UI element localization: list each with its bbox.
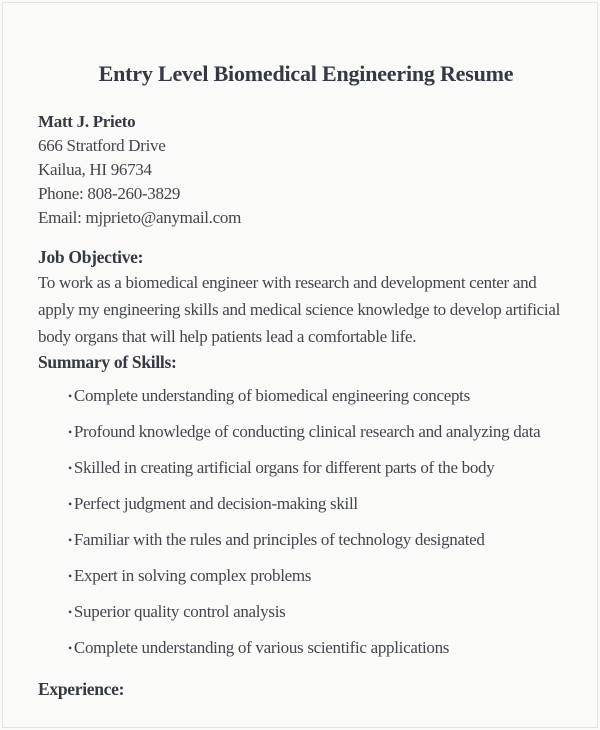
skill-text: Familiar with the rules and principles of technology designated [73,530,485,549]
contact-address-street: 666 Stratford Drive [38,136,166,155]
bullet-icon: • [68,461,72,475]
bullet-icon: • [68,605,72,619]
skill-item [68,558,574,594]
contact-phone: Phone: 808-260-3829 [38,184,181,203]
resume-title: Entry Level Biomedical Engineering Resume [98,61,514,86]
skills-heading: Summary of Skills: [38,352,177,372]
skill-text: Complete understanding of various scientific applications [73,638,450,657]
skills-list [38,378,574,666]
skill-text: Perfect judgment and decision-making skill [73,494,358,513]
skill-item [68,486,574,522]
experience-heading: Experience: [38,679,125,699]
bullet-icon: • [68,497,72,511]
objective-text: To work as a biomedical engineer with research and development center and apply my engineering skills and medical science knowledge to develop artificial body organs that will help patients lead a comfortable life. [38,273,561,346]
skill-text: Expert in solving complex problems [73,566,312,585]
bullet-icon: • [68,569,72,583]
skill-item [68,630,574,666]
skill-item [68,450,574,486]
skill-text: Complete understanding of biomedical engineering concepts [73,386,470,405]
bullet-icon: • [68,641,72,655]
bullet-icon: • [68,425,72,439]
bullet-icon: • [68,389,72,403]
contact-name: Matt J. Prieto [38,112,136,131]
skill-text: Skilled in creating artificial organs for different parts of the body [73,458,495,477]
skill-text: Profound knowledge of conducting clinical research and analyzing data [73,422,541,441]
skill-item [68,414,574,450]
skill-item [68,378,574,414]
bullet-icon: • [68,533,72,547]
skill-text: Superior quality control analysis [73,602,286,621]
contact-email: Email: mjprieto@anymail.com [38,208,242,227]
skill-item [68,522,574,558]
contact-block [38,110,574,230]
objective-heading: Job Objective: [38,247,144,267]
skill-item [68,594,574,630]
contact-address-city: Kailua, HI 96734 [38,160,152,179]
